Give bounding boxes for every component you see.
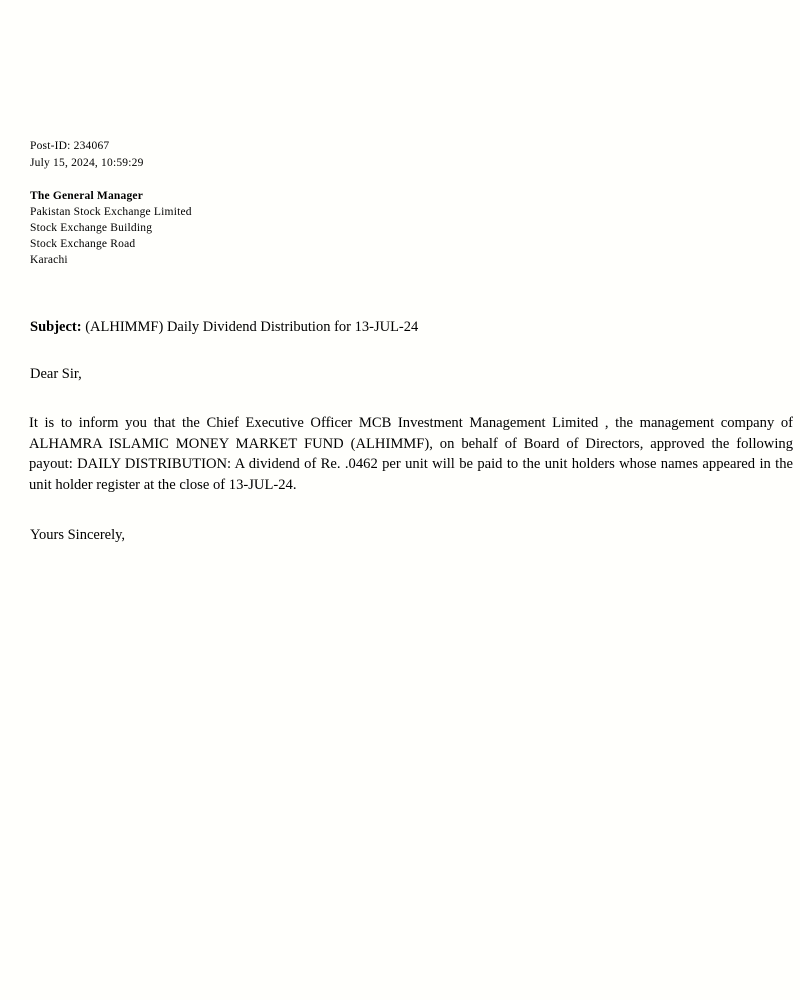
timestamp-line: July 15, 2024, 10:59:29 <box>30 156 144 169</box>
post-id-line: Post-ID: 234067 <box>30 140 110 152</box>
addressee-block <box>30 188 192 268</box>
subject-block <box>30 318 418 336</box>
addressee-line-4: Karachi <box>30 254 68 266</box>
addressee-line-3: Stock Exchange Road <box>30 238 136 250</box>
body-paragraph: It is to inform you that the Chief Executive Officer MCB Investment Management Limited , the management company of ALHAMRA ISLAMIC MONEY MARKET FUND (ALHIMMF), on behalf of Board of Directors, approved the following payout: DAILY DISTRIBUTION: A dividend of Re. .0462 per unit will be paid to the unit holders whose names appeared in the unit holder register at the close of 13-JUL-24. <box>29 415 793 493</box>
addressee-line-2: Stock Exchange Building <box>30 222 153 234</box>
addressee-line-1: Pakistan Stock Exchange Limited <box>30 206 192 218</box>
subject-label: Subject: <box>30 319 82 335</box>
subject-text: (ALHIMMF) Daily Dividend Distribution for 13-JUL-24 <box>85 319 419 335</box>
document-meta <box>30 138 144 171</box>
salutation: Dear Sir, <box>30 366 82 382</box>
closing-line: Yours Sincerely, <box>30 527 126 543</box>
addressee-title: The General Manager <box>30 190 144 202</box>
